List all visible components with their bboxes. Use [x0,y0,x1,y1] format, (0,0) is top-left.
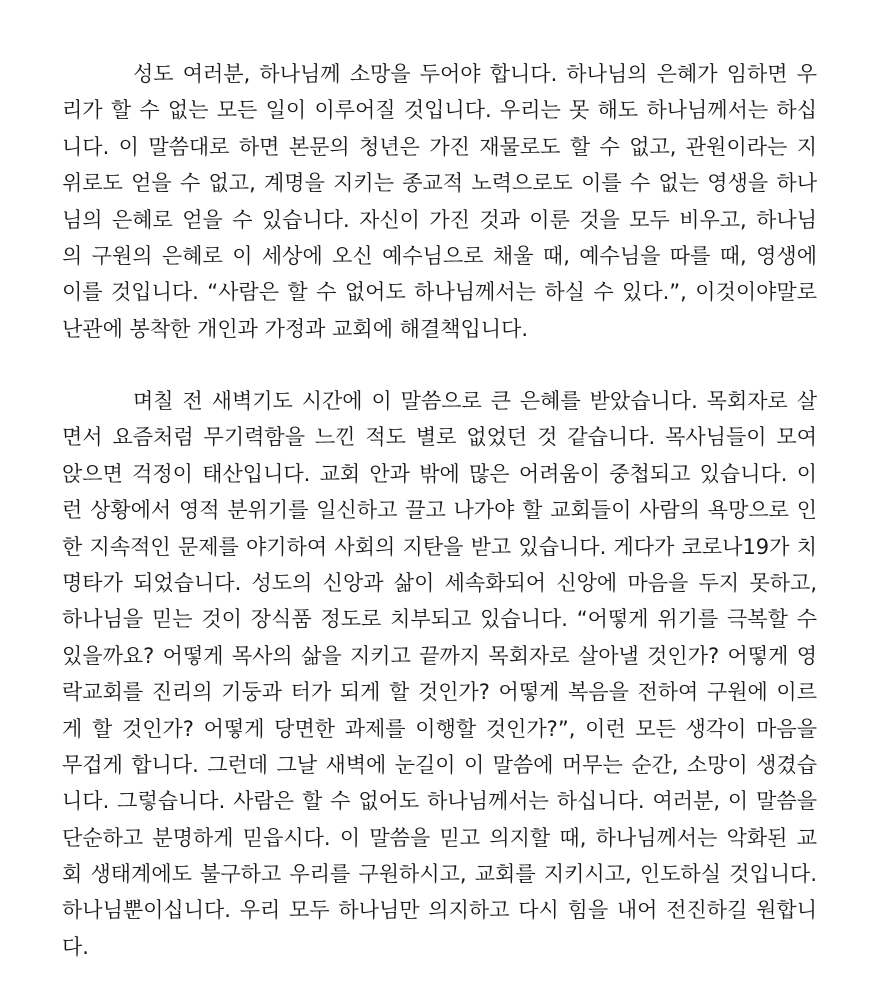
text-line: 님의 은혜로 얻을 수 있습니다. 자신이 가진 것과 이룬 것을 모두 비우고, 하나님 [62,207,817,232]
paragraph-2 [62,383,817,965]
text-line: 난관에 봉착한 개인과 가정과 교회에 해결책입니다. [62,316,529,341]
text-line: 의 구원의 은혜로 이 세상에 오신 예수님으로 채울 때, 예수님을 따를 때, 영생에 [62,243,817,268]
text-line: 무겁게 합니다. 그런데 그날 새벽에 눈길이 이 말씀에 머무는 순간, 소망이 생겼습 [62,752,817,777]
text-line: 한 지속적인 문제를 야기하여 사회의 지탄을 받고 있습니다. 게다가 코로나19가 치 [62,534,817,559]
text-line: 회 생태계에도 불구하고 우리를 구원하시고, 교회를 지키시고, 인도하실 것입니다. [62,862,817,887]
text-line: 이를 것입니다. “사람은 할 수 없어도 하나님께서는 하실 수 있다.”, 이것이야말로 [62,280,817,305]
text-line: 앉으면 걱정이 태산입니다. 교회 안과 밖에 많은 어려움이 중첩되고 있습니다. 이 [62,461,817,486]
text-line: 게 할 것인가? 어떻게 당면한 과제를 이행할 것인가?”, 이런 모든 생각이 마음을 [62,716,817,741]
text-line: 락교회를 진리의 기둥과 터가 되게 할 것인가? 어떻게 복음을 전하여 구원에 이르 [62,680,817,705]
text-line: 니다. 그렇습니다. 사람은 할 수 없어도 하나님께서는 하십니다. 여러분, 이 말씀을 [62,789,817,814]
text-line: 니다. 이 말씀대로 하면 본문의 청년은 가진 재물로도 할 수 없고, 관원이라는 지 [62,134,817,159]
text-line: 명타가 되었습니다. 성도의 신앙과 삶이 세속화되어 신앙에 마음을 두지 못하고, [62,570,817,595]
text-line: 하나님뿐이십니다. 우리 모두 하나님만 의지하고 다시 힘을 내어 전진하길 원합니 [62,898,817,923]
text-line: 위로도 얻을 수 없고, 계명을 지키는 종교적 노력으로도 이를 수 없는 영생을 하나 [62,171,817,196]
text-line: 성도 여러분, 하나님께 소망을 두어야 합니다. 하나님의 은혜가 임하면 우 [133,62,817,86]
text-line: 면서 요즘처럼 무기력함을 느낀 적도 별로 없었던 것 같습니다. 목사님들이 모여 [62,425,817,450]
text-line: 있을까요? 어떻게 목사의 삶을 지키고 끝까지 목회자로 살아낼 것인가? 어떻게 영 [62,643,817,668]
text-line: 며칠 전 새벽기도 시간에 이 말씀으로 큰 은혜를 받았습니다. 목회자로 살 [133,389,817,413]
text-line: 런 상황에서 영적 분위기를 일신하고 끌고 나가야 할 교회들이 사람의 욕망으로 인 [62,498,817,523]
text-line: 단순하고 분명하게 믿읍시다. 이 말씀을 믿고 의지할 때, 하나님께서는 악화된 교 [62,825,817,850]
paragraph-1 [62,56,817,347]
text-line: 다. [62,934,89,959]
text-line: 리가 할 수 없는 모든 일이 이루어질 것입니다. 우리는 못 해도 하나님께서는 하십 [62,98,817,123]
text-line: 하나님을 믿는 것이 장식품 정도로 치부되고 있습니다. “어떻게 위기를 극복할 수 [62,607,817,632]
